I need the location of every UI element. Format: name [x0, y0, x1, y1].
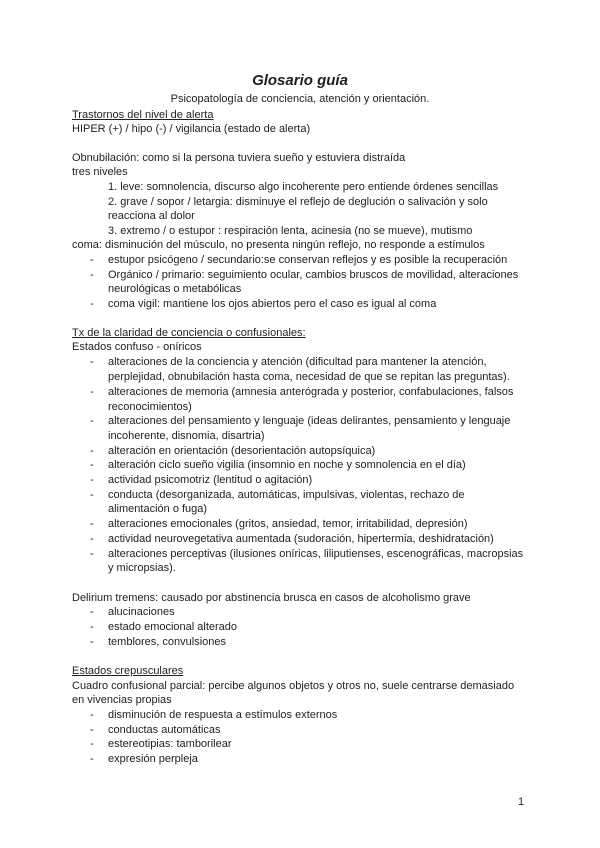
list-item: expresión perpleja: [108, 753, 198, 765]
list-item-continuation: alimentación o fuga): [108, 503, 208, 515]
paragraph-line: HIPER (+) / hipo (-) / vigilancia (estado de alerta): [72, 123, 311, 135]
page-number: 1: [518, 796, 525, 808]
paragraph-line: tres niveles: [72, 166, 128, 178]
paragraph-line: Obnubilación: como si la persona tuviera sueño y estuviera distraída: [72, 152, 406, 164]
paragraph-line: Estados confuso - oníricos: [72, 341, 202, 353]
bullet-dash: -: [90, 474, 94, 486]
list-item: alteraciones de memoria (amnesia anterógrada y posterior, confabulaciones, falsos: [108, 386, 514, 398]
list-item-continuation: neurológicas o metabólicas: [108, 283, 242, 295]
list-item: estado emocional alterado: [108, 621, 238, 633]
numbered-item: 3. extremo / o estupor : respiración lenta, acinesia (no se mueve), mutismo: [108, 225, 473, 237]
numbered-item: 2. grave / sopor / letargia: disminuye el reflejo de deglución o salivación y solo: [108, 196, 488, 208]
document-subtitle: Psicopatología de conciencia, atención y orientación.: [170, 93, 430, 105]
document-title: Glosario guía: [252, 72, 348, 89]
list-item: disminución de respuesta a estímulos externos: [108, 709, 338, 721]
bullet-dash: -: [90, 445, 94, 457]
list-item-continuation: perplejidad, obnubilación hasta coma, necesidad de que se repitan las preguntas).: [108, 371, 510, 383]
bullet-dash: -: [90, 298, 94, 310]
paragraph-line: Delirium tremens: causado por abstinencia brusca en casos de alcoholismo grave: [72, 592, 471, 604]
list-item-continuation: reconocimientos): [108, 401, 192, 413]
list-item-continuation: incoherente, disnomia, disartria): [108, 430, 265, 442]
list-item: alucinaciones: [108, 606, 175, 618]
bullet-dash: -: [90, 386, 94, 398]
section-heading-crepusculares: Estados crepusculares: [72, 665, 184, 677]
bullet-dash: -: [90, 606, 94, 618]
list-item: actividad neurovegetativa aumentada (sudoración, hipertermia, deshidratación): [108, 533, 494, 545]
list-item: conducta (desorganizada, automáticas, impulsivas, violentas, rechazo de: [108, 489, 465, 501]
list-item: estupor psicógeno / secundario:se conservan reflejos y es posible la recuperación: [108, 254, 508, 266]
bullet-dash: -: [90, 254, 94, 266]
list-item: temblores, convulsiones: [108, 636, 227, 648]
bullet-dash: -: [90, 415, 94, 427]
list-item: coma vigil: mantiene los ojos abiertos pero el caso es igual al coma: [108, 298, 437, 310]
numbered-item-continuation: reacciona al dolor: [108, 210, 195, 222]
list-item: alteraciones perceptivas (ilusiones oníricas, liliputienses, escenográficas, macropsias: [108, 548, 524, 560]
paragraph-line: en vivencias propias: [72, 694, 172, 706]
list-item-continuation: y micropsias).: [108, 562, 176, 574]
bullet-dash: -: [90, 269, 94, 281]
bullet-dash: -: [90, 738, 94, 750]
list-item: alteraciones del pensamiento y lenguaje (ideas delirantes, pensamiento y lenguaje: [108, 415, 511, 427]
list-item: alteraciones emocionales (gritos, ansiedad, temor, irritabilidad, depresión): [108, 518, 468, 530]
bullet-dash: -: [90, 533, 94, 545]
numbered-item: 1. leve: somnolencia, discurso algo incoherente pero entiende órdenes sencillas: [108, 181, 499, 193]
list-item: estereotipias: tamborilear: [108, 738, 232, 750]
list-item: alteración ciclo sueño vigilia (insomnio en noche y somnolencia en el día): [108, 459, 466, 471]
bullet-dash: -: [90, 356, 94, 368]
list-item: Orgánico / primario: seguimiento ocular, cambios bruscos de movilidad, alteraciones: [108, 269, 519, 281]
bullet-dash: -: [90, 709, 94, 721]
bullet-dash: -: [90, 459, 94, 471]
section-heading-alerta: Trastornos del nivel de alerta: [72, 109, 214, 121]
list-item: conductas automáticas: [108, 724, 221, 736]
paragraph-line: coma: disminución del músculo, no presenta ningún reflejo, no responde a estímulos: [72, 239, 485, 251]
list-item: actividad psicomotriz (lentitud o agitación): [108, 474, 313, 486]
bullet-dash: -: [90, 621, 94, 633]
section-heading-confusionales: Tx de la claridad de conciencia o confusionales:: [72, 327, 306, 339]
bullet-dash: -: [90, 518, 94, 530]
bullet-dash: -: [90, 636, 94, 648]
list-item: alteración en orientación (desorientación autopsíquica): [108, 445, 376, 457]
list-item: alteraciones de la conciencia y atención (dificultad para mantener la atención,: [108, 356, 487, 368]
paragraph-line: Cuadro confusional parcial: percibe algunos objetos y otros no, suele centrarse demasiado: [72, 680, 515, 692]
bullet-dash: -: [90, 753, 94, 765]
bullet-dash: -: [90, 548, 94, 560]
bullet-dash: -: [90, 489, 94, 501]
bullet-dash: -: [90, 724, 94, 736]
